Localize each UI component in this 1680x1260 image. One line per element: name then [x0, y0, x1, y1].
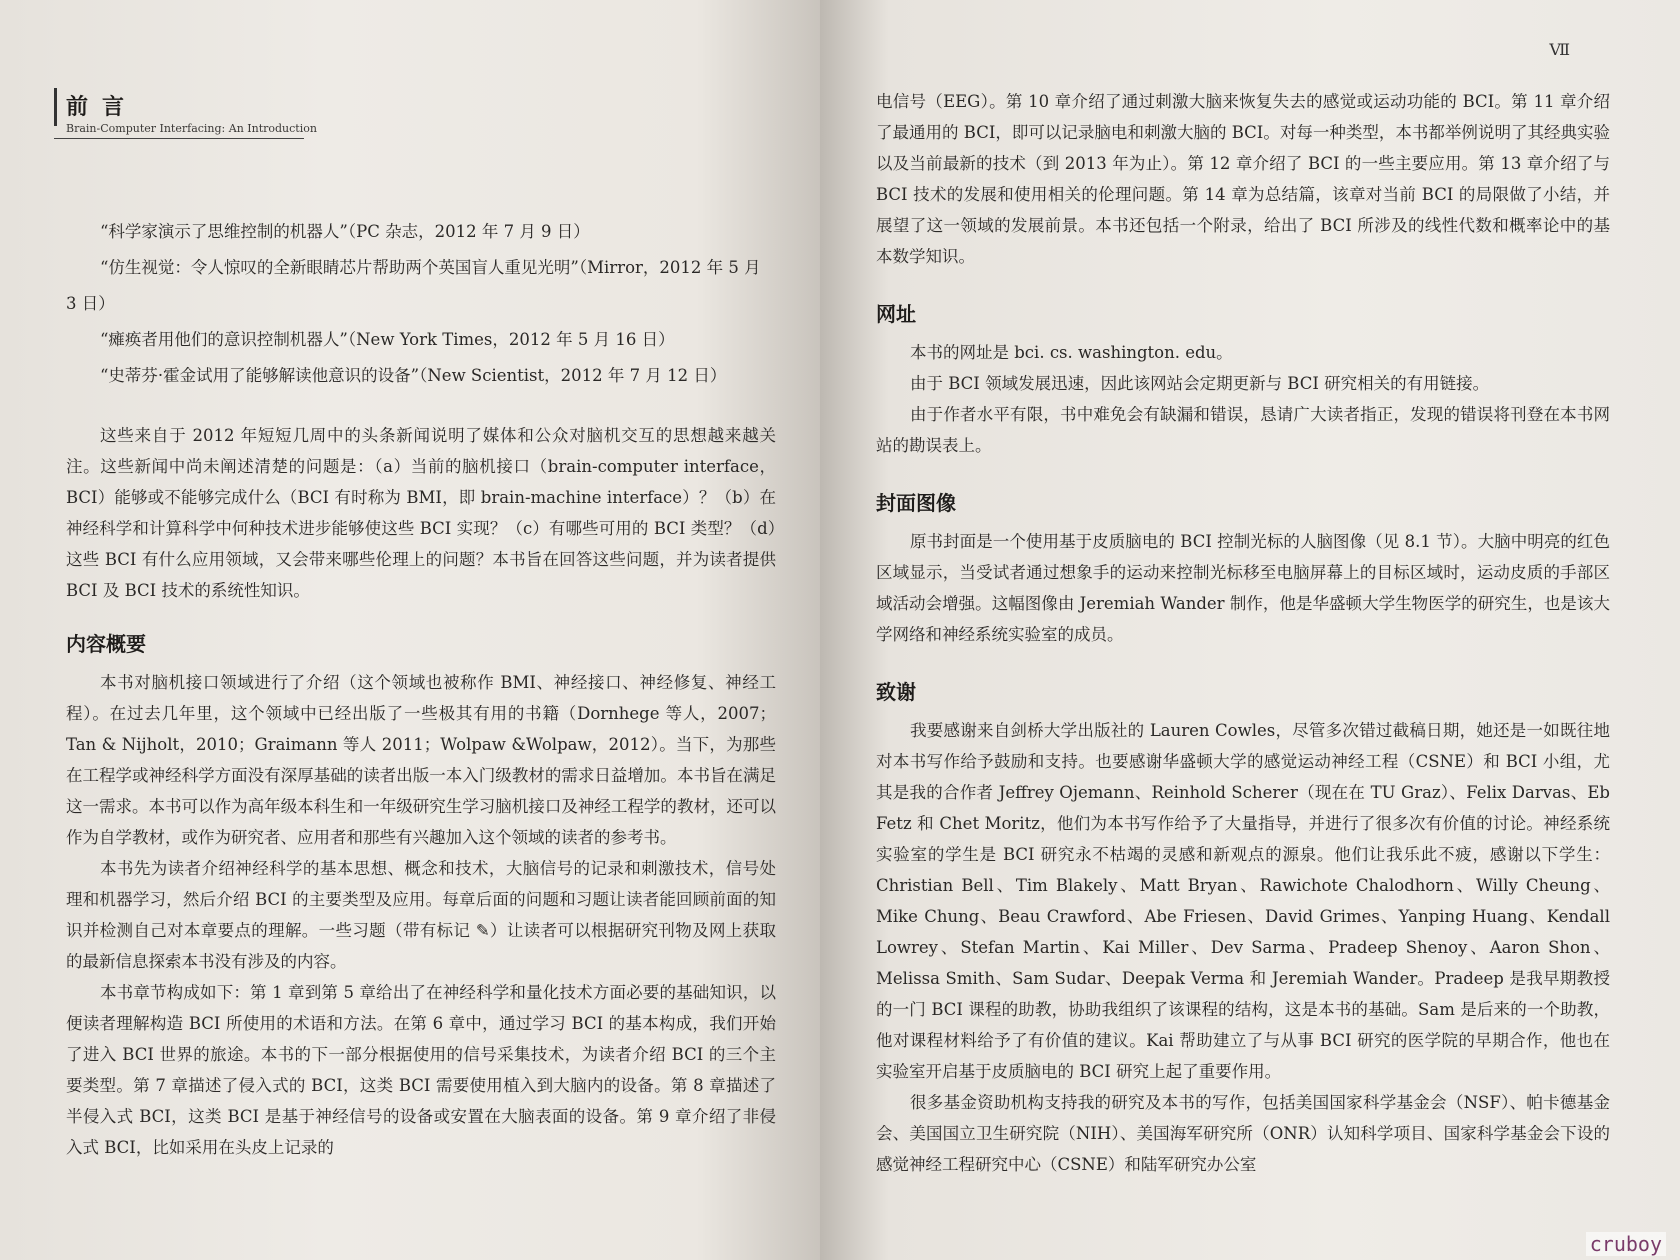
thanks-paragraph: 我要感谢来自剑桥大学出版社的 Lauren Cowles，尽管多次错过截稿日期，她还是一如既往地对本书写作给予鼓励和支持。也要感谢华盛顿大学的感觉运动神经工程（CSNE）和 BCI 小组，尤其是我的合作者 Jeffrey Ojemann、Reinhold Scherer（现在在 TU Graz）、Felix Darvas、Eb Fetz 和 Chet Moritz，他们为本书写作给予了大量指导，并进行了很多次有价值的讨论。神经系统实验室的学生是 BCI 研究永不枯竭的灵感和新观点的源泉。他们让我乐此不疲，感谢以下学生：Christian Bell、Tim Blakely、Matt Bryan、Rawichote Chalodhorn、Willy Cheung、Mike Chung、Beau Crawford、Abe Friesen、David Grimes、Yanping Huang、Kendall Lowrey、Stefan Martin、Kai Miller、Dev Sarma、Pradeep Shenoy、Aaron Shon、Melissa Smith、Sam Sudar、Deepak Verma 和 Jeremiah Wander。Pradeep 是我早期教授的一门 BCI 课程的助教，协助我组织了该课程的结构，这是本书的基础。Sam 是后来的一个助教，他对课程材料给予了有价值的建议。Kai 帮助建立了与从事 BCI 研究的医学院的早期合作，他也在实验室开启基于皮质脑电的 BCI 研究上起了重要作用。 — [876, 721, 1610, 1081]
website-paragraph: 由于 BCI 领域发展迅速，因此该网站会定期更新与 BCI 研究相关的有用链接。 — [910, 374, 1490, 393]
header-rule — [54, 138, 304, 139]
section-heading-website: 网址 — [876, 302, 916, 326]
website-paragraph: 由于作者水平有限，书中难免会有缺漏和错误，恳请广大读者指正，发现的错误将刊登在本书网站的勘误表上。 — [876, 405, 1610, 455]
section-heading-cover: 封面图像 — [876, 491, 956, 515]
header-bar — [54, 88, 57, 126]
thanks-paragraph: 很多基金资助机构支持我的研究及本书的写作，包括美国国家科学基金会（NSF）、帕卡德基金会、美国国立卫生研究院（NIH）、美国海军研究所（ONR）认知科学项目、国家科学基金会下设的感觉神经工程研究中心（CSNE）和陆军研究办公室 — [876, 1093, 1610, 1174]
quote: “仿生视觉：令人惊叹的全新眼睛芯片帮助两个英国盲人重见光明”（Mirror，2012 年 5 月 3 日） — [66, 258, 761, 313]
right-page — [820, 0, 1680, 1260]
header-title: 前言 — [66, 95, 139, 120]
headline-quotes — [66, 214, 776, 394]
cover-paragraph: 原书封面是一个使用基于皮质脑电的 BCI 控制光标的人脑图像（见 8.1 节）。大脑中明亮的红色区域显示，当受试者通过想象手的运动来控制光标移至电脑屏幕上的目标区域时，运动皮质的手部区域活动会增强。这幅图像由 Jeremiah Wander 制作，他是华盛顿大学生物医学的研究生，也是该大学网络和神经系统实验室的成员。 — [876, 532, 1610, 644]
chapter-header — [66, 70, 776, 136]
overview-paragraph: 本书先为读者介绍神经科学的基本思想、概念和技术，大脑信号的记录和刺激技术，信号处理和机器学习，然后介绍 BCI 的主要类型及应用。每章后面的问题和习题让读者能回顾前面的知识并检测自己对本章要点的理解。一些习题（带有标记 ✎）让读者可以根据研究刊物及网上获取的最新信息探索本书没有涉及的内容。 — [66, 859, 776, 971]
intro-paragraph: 这些来自于 2012 年短短几周中的头条新闻说明了媒体和公众对脑机交互的思想越来越关注。这些新闻中尚未阐述清楚的问题是：（a）当前的脑机接口（brain-computer interface，BCI）能够或不能够完成什么（BCI 有时称为 BMI，即 brain-machine interface）？（b）在神经科学和计算科学中何种技术进步能够使这些 BCI 实现？（c）有哪些可用的 BCI 类型？（d）这些 BCI 有什么应用领域，又会带来哪些伦理上的问题？本书旨在回答这些问题，并为读者提供 BCI 及 BCI 技术的系统性知识。 — [66, 426, 776, 600]
left-page — [0, 0, 820, 1260]
overview-paragraph: 本书对脑机接口领域进行了介绍（这个领域也被称作 BMI、神经接口、神经修复、神经工程）。在过去几年里，这个领域中已经出版了一些极其有用的书籍（Dornhege 等人，2007；Tan & Nijholt，2010；Graimann 等人 2011；Wolpaw &Wolpaw，2012）。当下，为那些在工程学或神经科学方面没有深厚基础的读者出版一本入门级教材的需求日益增加。本书旨在满足这一需求。本书可以作为高年级本科生和一年级研究生学习脑机接口及神经工程学的教材，还可以作为自学教材，或作为研究者、应用者和那些有兴趣加入这个领域的读者的参考书。 — [66, 673, 776, 847]
section-heading-thanks: 致谢 — [876, 680, 916, 704]
website-paragraph: 本书的网址是 bci. cs. washington. edu。 — [910, 343, 1233, 362]
header-subtitle: Brain-Computer Interfacing: An Introduction — [66, 122, 317, 135]
continued-paragraph: 电信号（EEG）。第 10 章介绍了通过刺激大脑来恢复失去的感觉或运动功能的 BCI。第 11 章介绍了最通用的 BCI，即可以记录脑电和刺激大脑的 BCI。对每一种类型，本书都举例说明了其经典实验以及当前最新的技术（到 2013 年为止）。第 12 章介绍了 BCI 的一些主要应用。第 13 章介绍了与 BCI 技术的发展和使用相关的伦理问题。第 14 章为总结篇，该章对当前 BCI 的局限做了小结，并展望了这一领域的发展前景。本书还包括一个附录，给出了 BCI 所涉及的线性代数和概率论中的基本数学知识。 — [876, 92, 1610, 266]
overview-paragraph: 本书章节构成如下：第 1 章到第 5 章给出了在神经科学和量化技术方面必要的基础知识，以便读者理解构造 BCI 所使用的术语和方法。在第 6 章中，通过学习 BCI 的基本构成，我们开始了进入 BCI 世界的旅途。本书的下一部分根据使用的信号采集技术，为读者介绍 BCI 的三个主要类型。第 7 章描述了侵入式的 BCI，这类 BCI 需要使用植入到大脑内的设备。第 8 章描述了半侵入式 BCI，这类 BCI 是基于神经信号的设备或安置在大脑表面的设备。第 9 章介绍了非侵入式 BCI，比如采用在头皮上记录的 — [66, 983, 776, 1157]
section-heading-overview: 内容概要 — [66, 632, 146, 656]
quote: “科学家演示了思维控制的机器人”（PC 杂志，2012 年 7 月 9 日） — [100, 222, 590, 241]
page-number: Ⅶ — [1549, 40, 1570, 59]
quote: “史蒂芬·霍金试用了能够解读他意识的设备”（New Scientist，2012 年 7 月 12 日） — [100, 366, 727, 385]
watermark: cruboy — [1586, 1232, 1666, 1256]
quote: “瘫痪者用他们的意识控制机器人”（New York Times，2012 年 5 月 16 日） — [100, 330, 675, 349]
